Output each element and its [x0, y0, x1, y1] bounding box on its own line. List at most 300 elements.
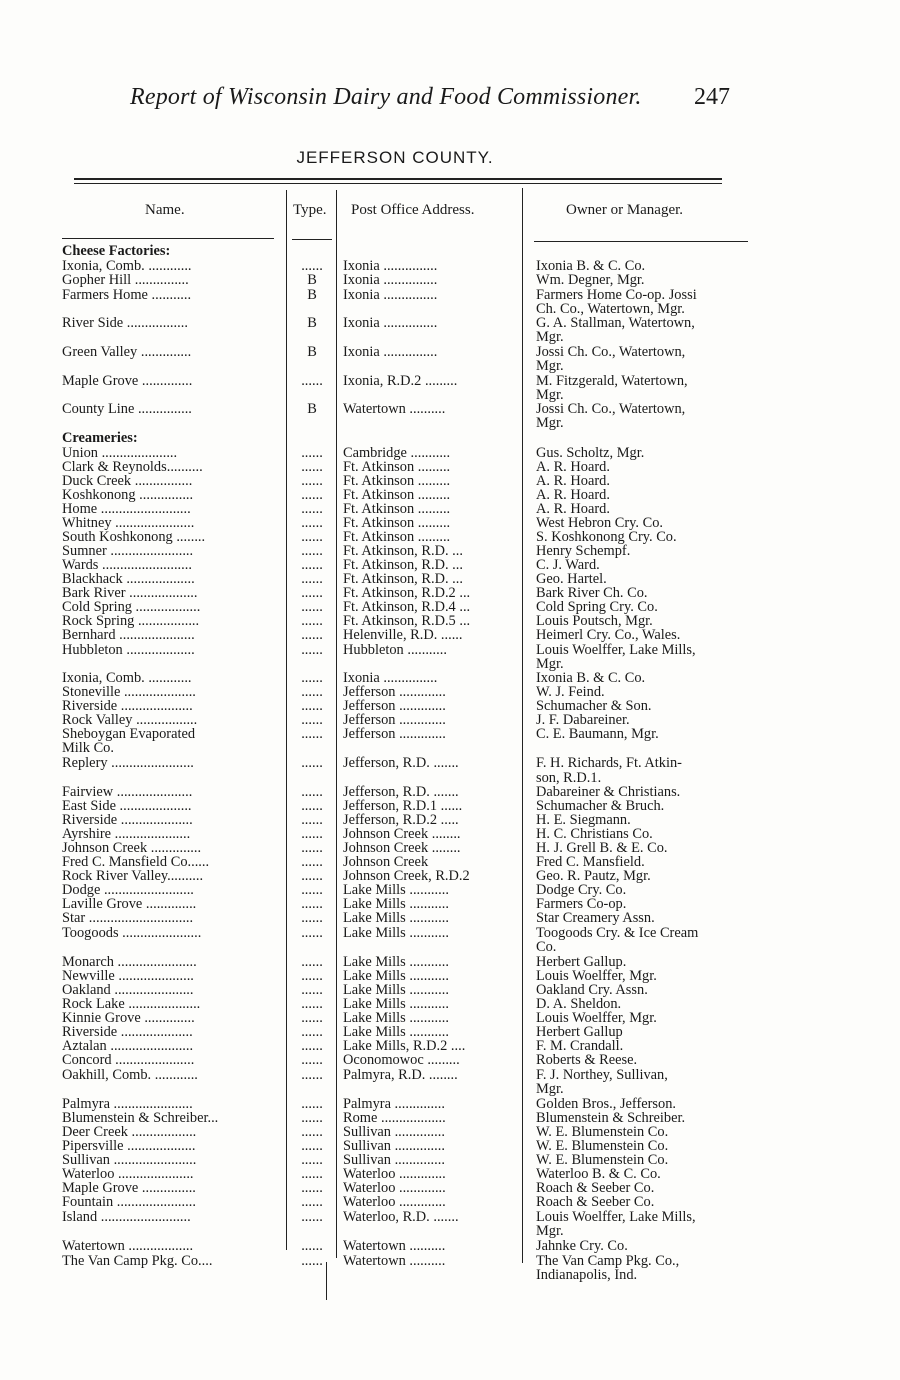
entry-name: Newville ..................... — [62, 968, 194, 984]
entry-owner: Bark River Ch. Co. — [536, 585, 648, 601]
entry-type: ...... — [301, 996, 323, 1012]
entry-owner: Fred C. Mansfield. — [536, 854, 645, 870]
entry-name: Ixonia, Comb. ............ — [62, 670, 192, 686]
entry-type: ...... — [301, 1110, 323, 1126]
entry-owner: Roach & Seeber Co. — [536, 1180, 655, 1196]
entry-name: Sumner ....................... — [62, 543, 194, 559]
entry-post-office: Watertown .......... — [343, 1238, 446, 1254]
table-row — [0, 572, 900, 586]
entry-post-office: Lake Mills ........... — [343, 954, 449, 970]
entry-type: ...... — [301, 1096, 323, 1112]
table-row — [0, 883, 900, 897]
entry-type: ...... — [301, 585, 323, 601]
entry-owner: F. J. Northey, Sullivan, — [536, 1067, 668, 1083]
table-row — [0, 1254, 900, 1268]
entry-name: Bernhard ..................... — [62, 627, 195, 643]
entry-type: ...... — [301, 1253, 323, 1269]
entry-post-office: Jefferson, R.D. ....... — [343, 755, 459, 771]
entry-name: Duck Creek ................ — [62, 473, 193, 489]
top-rule-2 — [74, 183, 722, 184]
entry-owner: Ixonia B. & C. Co. — [536, 258, 646, 274]
entry-type: ...... — [301, 1010, 323, 1026]
report-title: Report of Wisconsin Dairy and Food Commissioner. — [130, 84, 642, 110]
entry-post-office: Ixonia, R.D.2 ......... — [343, 373, 458, 389]
entry-post-office: Jefferson, R.D.2 ..... — [343, 812, 459, 828]
entry-type: ...... — [301, 698, 323, 714]
entry-type: ...... — [301, 258, 323, 274]
table-row — [0, 558, 900, 572]
entry-name: South Koshkonong ........ — [62, 529, 206, 545]
table-row — [0, 897, 900, 911]
entry-name: Toogoods ...................... — [62, 925, 202, 941]
entry-post-office: Sullivan .............. — [343, 1152, 445, 1168]
entry-owner: W. E. Blumenstein Co. — [536, 1124, 669, 1140]
entry-name: Oakland ...................... — [62, 982, 194, 998]
entry-owner: Herbert Gallup — [536, 1024, 623, 1040]
entry-type: ...... — [301, 840, 323, 856]
column-header-name: Name. — [145, 202, 185, 218]
entry-type: ...... — [301, 910, 323, 926]
entry-owner: Mgr. — [536, 1081, 564, 1097]
entry-type: ...... — [301, 487, 323, 503]
entry-post-office: Jefferson, R.D.1 ...... — [343, 798, 463, 814]
entry-owner: F. M. Crandall. — [536, 1038, 624, 1054]
table-row — [0, 446, 900, 460]
entry-name: Green Valley .............. — [62, 344, 192, 360]
entry-owner: Ch. Co., Watertown, Mgr. — [536, 301, 685, 317]
entry-type: ...... — [301, 1209, 323, 1225]
entry-type: ...... — [301, 826, 323, 842]
entry-name: Riverside .................... — [62, 1024, 193, 1040]
entry-post-office: Lake Mills ........... — [343, 896, 449, 912]
entry-name: Rock Spring ................. — [62, 613, 200, 629]
table-row — [0, 657, 900, 671]
entry-type: ...... — [301, 1152, 323, 1168]
table-row — [0, 997, 900, 1011]
entry-type: ...... — [301, 982, 323, 998]
entry-type: ...... — [301, 529, 323, 545]
entry-name: Laville Grove .............. — [62, 896, 197, 912]
county-heading: JEFFERSON COUNTY. — [296, 148, 494, 167]
entry-post-office: Watertown .......... — [343, 401, 446, 417]
entry-post-office: Ft. Atkinson, R.D.4 ... — [343, 599, 471, 615]
entry-post-office: Ft. Atkinson, R.D.5 ... — [343, 613, 471, 629]
entry-type: ...... — [301, 854, 323, 870]
entry-post-office: Ft. Atkinson, R.D. ... — [343, 571, 463, 587]
table-row — [0, 869, 900, 883]
entry-name: Riverside .................... — [62, 812, 193, 828]
table-row — [0, 785, 900, 799]
entry-type: ...... — [301, 1166, 323, 1182]
entry-type: ...... — [301, 1180, 323, 1196]
entry-post-office: Helenville, R.D. ...... — [343, 627, 463, 643]
entry-owner: Henry Schempf. — [536, 543, 631, 559]
table-row — [0, 302, 900, 316]
entry-owner: W. E. Blumenstein Co. — [536, 1152, 669, 1168]
entry-owner: Geo. R. Pautz, Mgr. — [536, 868, 651, 884]
table-row — [0, 530, 900, 544]
table-row — [0, 614, 900, 628]
table-row — [0, 488, 900, 502]
top-rule-1 — [74, 178, 722, 180]
entry-name: Dodge ......................... — [62, 882, 194, 898]
table-row — [0, 855, 900, 869]
entry-post-office: Waterloo ............. — [343, 1194, 446, 1210]
entry-owner: Jahnke Cry. Co. — [536, 1238, 628, 1254]
entry-type: ...... — [301, 1052, 323, 1068]
entry-name: Clark & Reynolds.......... — [62, 459, 203, 475]
entry-type: ...... — [301, 543, 323, 559]
entry-owner: Co. — [536, 939, 557, 955]
entry-post-office: Ft. Atkinson ......... — [343, 459, 451, 475]
entry-post-office: Ixonia ............... — [343, 287, 438, 303]
table-row — [0, 643, 900, 657]
table-row — [0, 685, 900, 699]
section-heading-row — [0, 244, 900, 258]
table-row — [0, 741, 900, 755]
entry-owner: Golden Bros., Jefferson. — [536, 1096, 677, 1112]
table-row — [0, 799, 900, 813]
entry-owner: Louis Poutsch, Mgr. — [536, 613, 653, 629]
table-row — [0, 288, 900, 302]
table-row — [0, 1210, 900, 1224]
table-row — [0, 402, 900, 416]
table-row — [0, 756, 900, 770]
entry-post-office: Ixonia ............... — [343, 670, 438, 686]
table-row — [0, 259, 900, 273]
entry-type: ...... — [301, 627, 323, 643]
entry-type: ...... — [301, 712, 323, 728]
entry-type: ...... — [301, 755, 323, 771]
entry-post-office: Ft. Atkinson, R.D.2 ... — [343, 585, 471, 601]
table-row — [0, 628, 900, 642]
entry-post-office: Lake Mills, R.D.2 .... — [343, 1038, 466, 1054]
entry-name: East Side .................... — [62, 798, 192, 814]
entry-owner: Gus. Scholtz, Mgr. — [536, 445, 645, 461]
table-row — [0, 330, 900, 344]
table-row — [0, 502, 900, 516]
entry-owner: A. R. Hoard. — [536, 473, 610, 489]
table-row — [0, 969, 900, 983]
entry-post-office: Johnson Creek — [343, 854, 429, 870]
entry-type: ...... — [301, 373, 323, 389]
entry-name: Milk Co. — [62, 740, 114, 756]
entry-name: Ayrshire ..................... — [62, 826, 191, 842]
entry-owner: Toogoods Cry. & Ice Cream — [536, 925, 699, 941]
entry-owner: Mgr. — [536, 415, 564, 431]
entry-name: The Van Camp Pkg. Co.... — [62, 1253, 213, 1269]
entry-owner: Geo. Hartel. — [536, 571, 607, 587]
entry-post-office: Ft. Atkinson ......... — [343, 473, 451, 489]
entry-name: Deer Creek .................. — [62, 1124, 197, 1140]
entry-owner: D. A. Sheldon. — [536, 996, 622, 1012]
entry-owner: H. E. Siegmann. — [536, 812, 631, 828]
entry-owner: Blumenstein & Schreiber. — [536, 1110, 686, 1126]
entry-post-office: Ft. Atkinson ......... — [343, 529, 451, 545]
entry-type: ...... — [301, 896, 323, 912]
table-row — [0, 1125, 900, 1139]
table-row — [0, 727, 900, 741]
entry-post-office: Lake Mills ........... — [343, 882, 449, 898]
entry-type: ...... — [301, 670, 323, 686]
entry-post-office: Sullivan .............. — [343, 1124, 445, 1140]
entry-type: ...... — [301, 599, 323, 615]
entry-post-office: Palmyra .............. — [343, 1096, 445, 1112]
entry-owner: son, R.D.1. — [536, 770, 602, 786]
entry-type: ...... — [301, 968, 323, 984]
table-row — [0, 841, 900, 855]
entry-owner: Cold Spring Cry. Co. — [536, 599, 658, 615]
entry-owner: Indianapolis, Ind. — [536, 1267, 638, 1283]
entry-owner: Dabareiner & Christians. — [536, 784, 681, 800]
entry-owner: G. A. Stallman, Watertown, — [536, 315, 695, 331]
entry-name: Wards ......................... — [62, 557, 192, 573]
entry-type: B — [307, 401, 317, 417]
entry-owner: F. H. Richards, Ft. Atkin- — [536, 755, 682, 771]
table-row — [0, 1011, 900, 1025]
column-header-owner: Owner or Manager. — [566, 202, 684, 218]
table-row — [0, 1181, 900, 1195]
table-row — [0, 586, 900, 600]
table-row — [0, 316, 900, 330]
entry-owner: Oakland Cry. Assn. — [536, 982, 648, 998]
entry-owner: Schumacher & Bruch. — [536, 798, 665, 814]
entry-owner: H. C. Christians Co. — [536, 826, 653, 842]
section-heading: Creameries: — [62, 430, 138, 446]
entry-name: Waterloo ..................... — [62, 1166, 194, 1182]
entry-name: Replery ....................... — [62, 755, 194, 771]
entry-type: ...... — [301, 515, 323, 531]
section-heading-row — [0, 431, 900, 445]
entry-owner: Jossi Ch. Co., Watertown, — [536, 344, 686, 360]
section-heading: Cheese Factories: — [62, 243, 171, 259]
table-row — [0, 416, 900, 430]
entry-name: Koshkonong ............... — [62, 487, 194, 503]
table-row — [0, 1153, 900, 1167]
entry-post-office: Cambridge ........... — [343, 445, 451, 461]
entry-post-office: Ft. Atkinson ......... — [343, 501, 451, 517]
entry-owner: Mgr. — [536, 358, 564, 374]
entry-post-office: Lake Mills ........... — [343, 968, 449, 984]
entry-type: ...... — [301, 1067, 323, 1083]
entry-type: ...... — [301, 726, 323, 742]
entry-type: ...... — [301, 642, 323, 658]
column-header-post-office: Post Office Address. — [351, 202, 475, 218]
table-row — [0, 474, 900, 488]
table-row — [0, 911, 900, 925]
table-row — [0, 1068, 900, 1082]
entry-name: Stoneville .................... — [62, 684, 196, 700]
entry-post-office: Ft. Atkinson ......... — [343, 515, 451, 531]
entry-post-office: Watertown .......... — [343, 1253, 446, 1269]
entry-name: Aztalan ....................... — [62, 1038, 194, 1054]
entry-name: Concord ...................... — [62, 1052, 195, 1068]
entry-owner: Wm. Degner, Mgr. — [536, 272, 645, 288]
table-row — [0, 713, 900, 727]
entry-type: ...... — [301, 445, 323, 461]
entry-name: Rock Valley ................. — [62, 712, 198, 728]
entry-post-office: Johnson Creek, R.D.2 — [343, 868, 470, 884]
entry-name: Watertown .................. — [62, 1238, 194, 1254]
entry-name: Union ..................... — [62, 445, 178, 461]
entry-type: ...... — [301, 473, 323, 489]
entry-type: ...... — [301, 1238, 323, 1254]
entry-name: Island ......................... — [62, 1209, 191, 1225]
entry-post-office: Lake Mills ........... — [343, 1010, 449, 1026]
entry-type: ...... — [301, 784, 323, 800]
table-row — [0, 460, 900, 474]
entry-name: Fairview ..................... — [62, 784, 193, 800]
entry-owner: Roach & Seeber Co. — [536, 1194, 655, 1210]
entry-owner: Star Creamery Assn. — [536, 910, 655, 926]
entry-post-office: Lake Mills ........... — [343, 982, 449, 998]
table-row — [0, 940, 900, 954]
entry-name: Maple Grove .............. — [62, 373, 193, 389]
entry-post-office: Jefferson, R.D. ....... — [343, 784, 459, 800]
table-row — [0, 926, 900, 940]
entry-name: Gopher Hill ............... — [62, 272, 189, 288]
table-row — [0, 600, 900, 614]
table-row — [0, 827, 900, 841]
entry-type: ...... — [301, 557, 323, 573]
entry-owner: C. E. Baumann, Mgr. — [536, 726, 659, 742]
running-header — [130, 84, 730, 114]
entry-post-office: Sullivan .............. — [343, 1138, 445, 1154]
entry-owner: Heimerl Cry. Co., Wales. — [536, 627, 681, 643]
entry-post-office: Johnson Creek ........ — [343, 826, 461, 842]
table-row — [0, 1239, 900, 1253]
table-row — [0, 359, 900, 373]
entry-type: ...... — [301, 812, 323, 828]
entry-name: County Line ............... — [62, 401, 192, 417]
table-row — [0, 1039, 900, 1053]
entry-name: Fountain ...................... — [62, 1194, 196, 1210]
entry-owner: A. R. Hoard. — [536, 459, 610, 475]
entry-name: Fred C. Mansfield Co...... — [62, 854, 210, 870]
entry-owner: Louis Woelffer, Mgr. — [536, 1010, 657, 1026]
entry-type: ...... — [301, 1124, 323, 1140]
entry-post-office: Jefferson ............. — [343, 712, 446, 728]
table-row — [0, 813, 900, 827]
table-row — [0, 1268, 900, 1282]
table-row — [0, 1111, 900, 1125]
header-underline-name — [62, 238, 274, 239]
entry-owner: Mgr. — [536, 1223, 564, 1239]
entry-post-office: Waterloo, R.D. ....... — [343, 1209, 459, 1225]
table-row — [0, 771, 900, 785]
table-row — [0, 983, 900, 997]
entry-type: ...... — [301, 613, 323, 629]
entry-name: Maple Grove ............... — [62, 1180, 196, 1196]
entry-name: River Side ................. — [62, 315, 188, 331]
entry-post-office: Lake Mills ........... — [343, 925, 449, 941]
entry-name: Monarch ...................... — [62, 954, 197, 970]
entry-type: ...... — [301, 501, 323, 517]
entry-type: ...... — [301, 954, 323, 970]
entry-post-office: Johnson Creek ........ — [343, 840, 461, 856]
entry-name: Palmyra ...................... — [62, 1096, 193, 1112]
entry-owner: Louis Woelffer, Mgr. — [536, 968, 657, 984]
table-row — [0, 1224, 900, 1238]
table-row — [0, 1167, 900, 1181]
entry-owner: A. R. Hoard. — [536, 487, 610, 503]
entry-name: Pipersville ................... — [62, 1138, 196, 1154]
entry-name: Kinnie Grove .............. — [62, 1010, 195, 1026]
entry-name: Blumenstein & Schreiber... — [62, 1110, 219, 1126]
entry-owner: Dodge Cry. Co. — [536, 882, 627, 898]
entry-owner: The Van Camp Pkg. Co., — [536, 1253, 680, 1269]
table-row — [0, 1082, 900, 1096]
entry-type: B — [307, 344, 317, 360]
entry-name: Johnson Creek .............. — [62, 840, 202, 856]
entry-name: Oakhill, Comb. ............ — [62, 1067, 198, 1083]
entry-post-office: Lake Mills ........... — [343, 910, 449, 926]
entry-name: Sullivan ....................... — [62, 1152, 197, 1168]
entry-post-office: Waterloo ............. — [343, 1166, 446, 1182]
header-underline-owner — [534, 241, 748, 242]
entry-post-office: Lake Mills ........... — [343, 996, 449, 1012]
entry-owner: W. E. Blumenstein Co. — [536, 1138, 669, 1154]
entry-type: ...... — [301, 1194, 323, 1210]
entry-type: ...... — [301, 882, 323, 898]
table-row — [0, 955, 900, 969]
entry-owner: H. J. Grell B. & E. Co. — [536, 840, 668, 856]
entry-name: Ixonia, Comb. ............ — [62, 258, 192, 274]
entry-owner: A. R. Hoard. — [536, 501, 610, 517]
entry-post-office: Rome .................. — [343, 1110, 446, 1126]
entry-name: Riverside .................... — [62, 698, 193, 714]
entry-owner: Farmers Home Co-op. Jossi — [536, 287, 697, 303]
entry-post-office: Lake Mills ........... — [343, 1024, 449, 1040]
table-row — [0, 374, 900, 388]
entry-owner: Louis Woelffer, Lake Mills, — [536, 642, 696, 658]
table-row — [0, 544, 900, 558]
entry-type: ...... — [301, 571, 323, 587]
entry-post-office: Ixonia ............... — [343, 344, 438, 360]
entry-post-office: Jefferson ............. — [343, 698, 446, 714]
entry-name: Cold Spring .................. — [62, 599, 201, 615]
entry-owner: Louis Woelffer, Lake Mills, — [536, 1209, 696, 1225]
entry-name: Whitney ...................... — [62, 515, 195, 531]
entry-owner: Waterloo B. & C. Co. — [536, 1166, 661, 1182]
header-underline-type — [292, 239, 332, 240]
entry-post-office: Ft. Atkinson ......... — [343, 487, 451, 503]
table-row — [0, 1097, 900, 1111]
entry-post-office: Waterloo ............. — [343, 1180, 446, 1196]
entry-post-office: Jefferson ............. — [343, 726, 446, 742]
entry-owner: Mgr. — [536, 656, 564, 672]
table-row — [0, 1053, 900, 1067]
entry-post-office: Palmyra, R.D. ........ — [343, 1067, 458, 1083]
entry-owner: West Hebron Cry. Co. — [536, 515, 664, 531]
entry-type: ...... — [301, 798, 323, 814]
entry-type: B — [307, 287, 317, 303]
entry-owner: Mgr. — [536, 387, 564, 403]
table-row — [0, 671, 900, 685]
entry-type: B — [307, 315, 317, 331]
entry-owner: Ixonia B. & C. Co. — [536, 670, 646, 686]
entry-owner: S. Koshkonong Cry. Co. — [536, 529, 677, 545]
entry-owner: Farmers Co-op. — [536, 896, 627, 912]
entry-name: Bark River ................... — [62, 585, 198, 601]
table-row — [0, 1195, 900, 1209]
entry-name: Sheboygan Evaporated — [62, 726, 196, 742]
page-number: 247 — [694, 84, 730, 110]
table-row — [0, 345, 900, 359]
entry-type: ...... — [301, 1038, 323, 1054]
entry-type: ...... — [301, 925, 323, 941]
entry-name: Rock Lake .................... — [62, 996, 201, 1012]
